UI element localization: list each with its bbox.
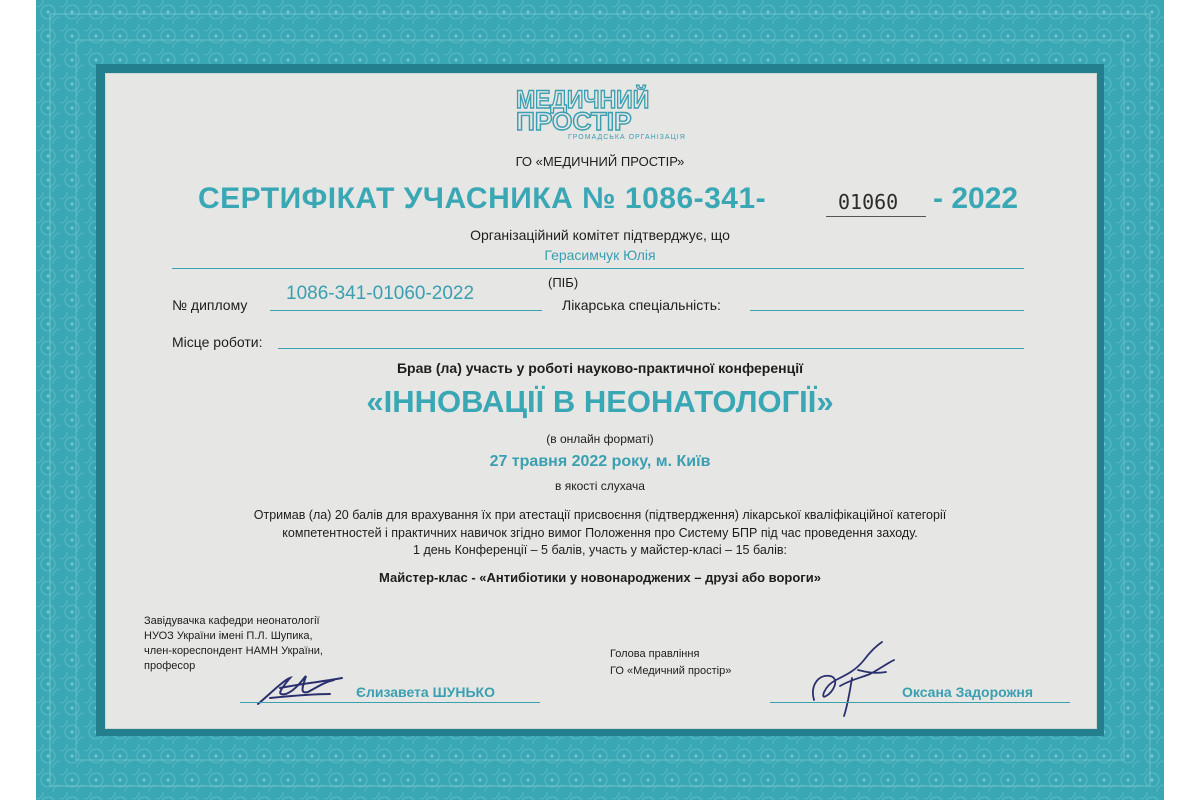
- certificate-number: 01060: [838, 190, 899, 214]
- points-line-2: компетентностей і практичних навичок згідно вимог Положення про Систему БПР під час проведення заходу.: [282, 526, 918, 540]
- points-line-3: 1 день Конференції – 5 балів, участь у майстер-класі – 15 балів:: [413, 543, 787, 557]
- diploma-line: [270, 310, 542, 311]
- title-prefix: СЕРТИФІКАТ УЧАСНИКА № 1086-341-: [198, 182, 767, 215]
- logo-line2: ПРОСТІР: [516, 108, 632, 136]
- logo: [510, 86, 692, 146]
- signature-left: [250, 664, 350, 710]
- diploma-value: 1086-341-01060-2022: [286, 283, 475, 304]
- participant-name-line: [172, 268, 1024, 269]
- signatory-left-position-line: професор: [144, 660, 196, 672]
- logo-tagline: ГРОМАДСЬКА ОРГАНІЗАЦІЯ: [568, 134, 686, 141]
- specialty-line: [750, 310, 1024, 311]
- signatory-right-position-line: Голова правління: [610, 648, 700, 660]
- pib-label: (ПІБ): [548, 275, 579, 290]
- participation-text: Брав (ла) участь у роботі науково-практичної конференції: [396, 360, 804, 376]
- signatory-right-name: Оксана Задорожня: [902, 684, 1034, 700]
- signature-left-line: [240, 702, 540, 703]
- signatory-left-position-line: Завідувачка кафедри неонатології: [144, 615, 320, 627]
- signatory-left-position-line: член-кореспондент НАМН України,: [144, 645, 323, 657]
- logo-line1: МЕДИЧНИЙ: [516, 86, 650, 114]
- confirm-text: Організаційний комітет підтверджує, що: [470, 227, 730, 243]
- workplace-label: Місце роботи:: [172, 334, 263, 350]
- certificate-number-underline: [826, 216, 926, 217]
- certificate-title: [198, 182, 1038, 222]
- role-text: в якості слухача: [555, 479, 645, 493]
- signatory-left-name: Єлизавета ШУНЬКО: [356, 684, 495, 700]
- diploma-label: № диплому: [172, 297, 248, 313]
- signatory-left-position-line: НУОЗ України імені П.Л. Шупика,: [144, 630, 313, 642]
- format-note: (в онлайн форматі): [546, 432, 654, 446]
- signatory-right-position-line: ГО «Медичний простір»: [610, 665, 732, 677]
- participant-name: Герасимчук Юлія: [544, 247, 656, 263]
- conference-title: «ІННОВАЦІЇ В НЕОНАТОЛОГІЇ»: [366, 384, 834, 419]
- masterclass-text: Майстер-клас - «Антибіотики у новонароджених – друзі або вороги»: [379, 570, 821, 585]
- specialty-label: Лікарська спеціальність:: [562, 297, 721, 313]
- signature-right-line: [770, 702, 1070, 703]
- signature-right: [800, 630, 910, 720]
- organization-name: ГО «МЕДИЧНИЙ ПРОСТІР»: [515, 154, 685, 169]
- signatory-right-position: [610, 646, 810, 680]
- title-suffix: - 2022: [933, 182, 1019, 215]
- points-line-1: Отримав (ла) 20 балів для врахування їх при атестації присвоєння (підтвердження) лікарської кваліфікаційної категорії: [253, 508, 947, 522]
- workplace-line: [278, 348, 1024, 349]
- date-place: 27 травня 2022 року, м. Київ: [489, 453, 711, 470]
